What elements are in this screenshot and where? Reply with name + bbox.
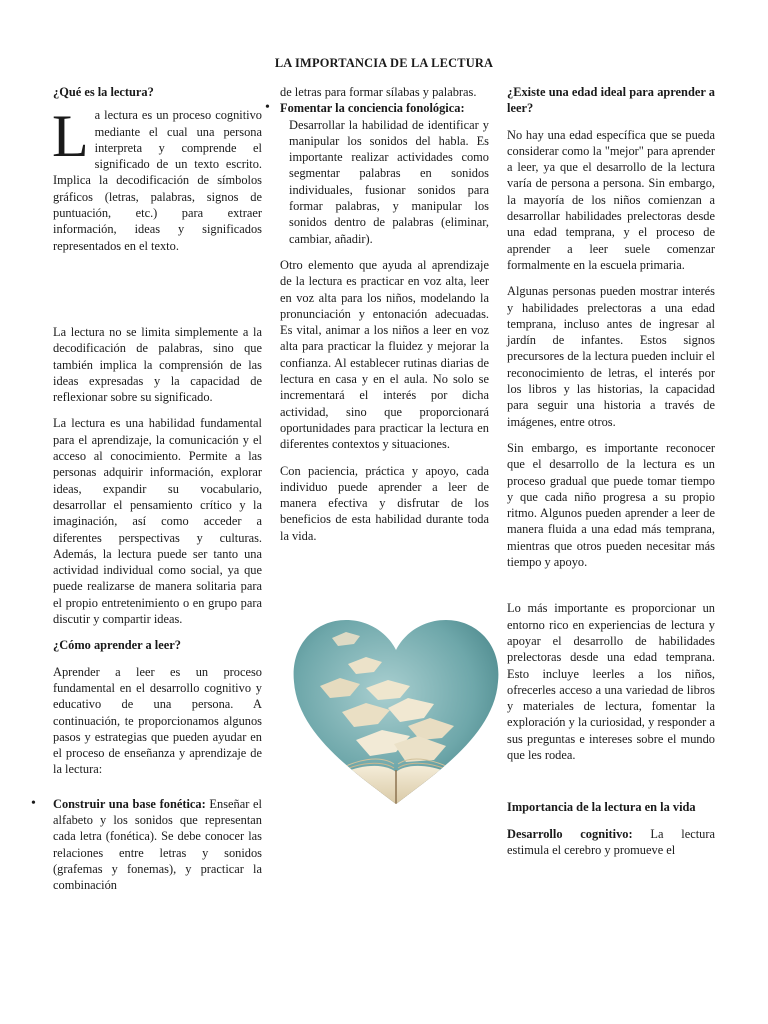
paragraph-algunas-personas: Algunas personas pueden mostrar interés y habilidades prelectoras a una edad temprana, incluso antes de ingresar al jardín de infantes. Estos signos precursores de la lectura pueden incluir el reconocimiento de letras, el interés por los libros y las historias, la capacidad para seguir una historia a través de imágenes, entre otros.: [507, 284, 715, 429]
bullet-dot: •: [31, 795, 36, 811]
paragraph-desarrollo-cognitivo: [507, 826, 715, 859]
drop-cap: L: [52, 103, 89, 170]
heading-edad-ideal: ¿Existe una edad ideal para aprender a leer?: [507, 85, 715, 116]
intro-paragraph-wrap: [52, 103, 262, 254]
bullet-text: Enseñar el alfabeto y los sonidos que representan cada letra (fonética). Se debe conocer las relaciones entre letras y sonidos (grafemas y fonemas), y practicar la combinación: [53, 796, 262, 893]
paragraph-continuation: de letras para formar sílabas y palabras.: [280, 85, 477, 99]
desarrollo-cognitivo-text: La lectura estimula el cerebro y promueve el: [507, 826, 715, 857]
heading-como-aprender: ¿Cómo aprender a leer?: [53, 638, 181, 653]
paragraph-paciencia: Con paciencia, práctica y apoyo, cada individuo puede aprender a leer de manera efectiva y disfrutar de los beneficios de esta habilidad durante toda la vida.: [280, 463, 489, 543]
bullet-conciencia-fonologica: [265, 100, 489, 247]
paragraph-aprender-a-leer: Aprender a leer es un proceso fundamental en el desarrollo cognitivo y educativo de una persona. A continuación, te proporcionamos algunos pasos y estrategias que pueden ayudar en el proceso de enseñanza y aprendizaje de la lectura:: [53, 664, 262, 777]
paragraph-no-se-limita: La lectura no se limita simplemente a la decodificación de palabras, sino que también implica la comprensión de las ideas expresadas y la capacidad de reflexionar sobre su significado.: [53, 324, 262, 405]
heart-image: [290, 616, 502, 806]
bullet-title: Construir una base fonética:: [53, 796, 206, 811]
heart-book-illustration: [290, 616, 502, 806]
paragraph-no-hay-edad: No hay una edad específica que se pueda considerar como la "mejor" para aprender a leer, ya que el desarrollo de la lectura varía de persona a persona. Sin embargo, la mayoría de los niños comienzan a desarrollar habilidades prelectoras desde una edad temprana, y el proceso de aprender a leer suele comenzar formalmente en la escuela primaria.: [507, 127, 715, 272]
paragraph-voz-alta: Otro elemento que ayuda al aprendizaje de la lectura es practicar en voz alta, leer en voz alta para los niños, modelando la pronunciación y entonación adecuadas. Es vital, animar a los niños a leer en voz alta para practicar la fluidez y mejorar la confianza. Al establecer rutinas diarias de lectura en casa y en el aula. No solo se incrementará el interés por dicha actividad, sino que proporcionará oportunidades para practicar la lectura en diferentes contextos y situaciones.: [280, 257, 489, 452]
column-1: [31, 84, 262, 893]
page-title: LA IMPORTANCIA DE LA LECTURA: [274, 56, 494, 70]
column-3: [507, 84, 715, 858]
bullet-title: Fomentar la conciencia fonológica:: [280, 101, 465, 116]
heading-que-es-lectura: ¿Qué es la lectura?: [53, 85, 154, 99]
paragraph-habilidad-fundamental: La lectura es una habilidad fundamental para el aprendizaje, la comunicación y el acceso al conocimiento. Permite a las personas adquirir información, explorar ideas, expandir su vocabulario, desarrollar el pensamiento crítico y la imaginación, así como acceder a diferentes perspectivas y culturas. Además, la lectura puede ser tanto una actividad individual como social, ya que puede realizarse de manera solitaria para el propio entretenimiento o en grupo para discutir y compartir ideas.: [53, 416, 262, 627]
column-2: [265, 84, 489, 544]
paragraph-lo-mas-importante: Lo más importante es proporcionar un entorno rico en experiencias de lectura y apoyar el desarrollo de habilidades prelectoras desde una edad temprana. Esto incluye leerles a los niños, ofrecerles acceso a una variedad de libros y materiales de lectura, fomentar la exploración y la curiosidad, y responder a sus preguntas e intereses sobre el mundo que les rodea.: [507, 601, 715, 762]
heading-importancia-vida: Importancia de la lectura en la vida: [507, 800, 696, 815]
paragraph-sin-embargo: Sin embargo, es importante reconocer que el desarrollo de la lectura es un proceso gradual que puede tomar tiempo y que cada niño progresa a su propio ritmo. Algunos pueden aprender a leer de manera fluida a una edad más temprana, mientras que otros pueden necesitar más tiempo y apoyo.: [507, 440, 715, 570]
bullet-text: Desarrollar la habilidad de identificar y manipular los sonidos del habla. Es importante realizar actividades como segmentar palabras en sonidos individuales, fusionar sonidos para formar palabras, y manipular los sonidos dentro de palabras (eliminar, cambiar, añadir).: [289, 117, 489, 246]
paragraph-intro: a lectura es un proceso cognitivo mediante el cual una persona interpreta y comprende el significado de un texto escrito. Implica la decodificación de símbolos gráficos (letras, palabras, signos de puntuación, etc.) para extraer información, ideas y significados representados en el texto.: [53, 108, 262, 253]
bullet-base-fonetica: [31, 795, 262, 894]
bullet-dot: •: [265, 100, 270, 116]
desarrollo-cognitivo-label: Desarrollo cognitivo:: [507, 826, 633, 841]
